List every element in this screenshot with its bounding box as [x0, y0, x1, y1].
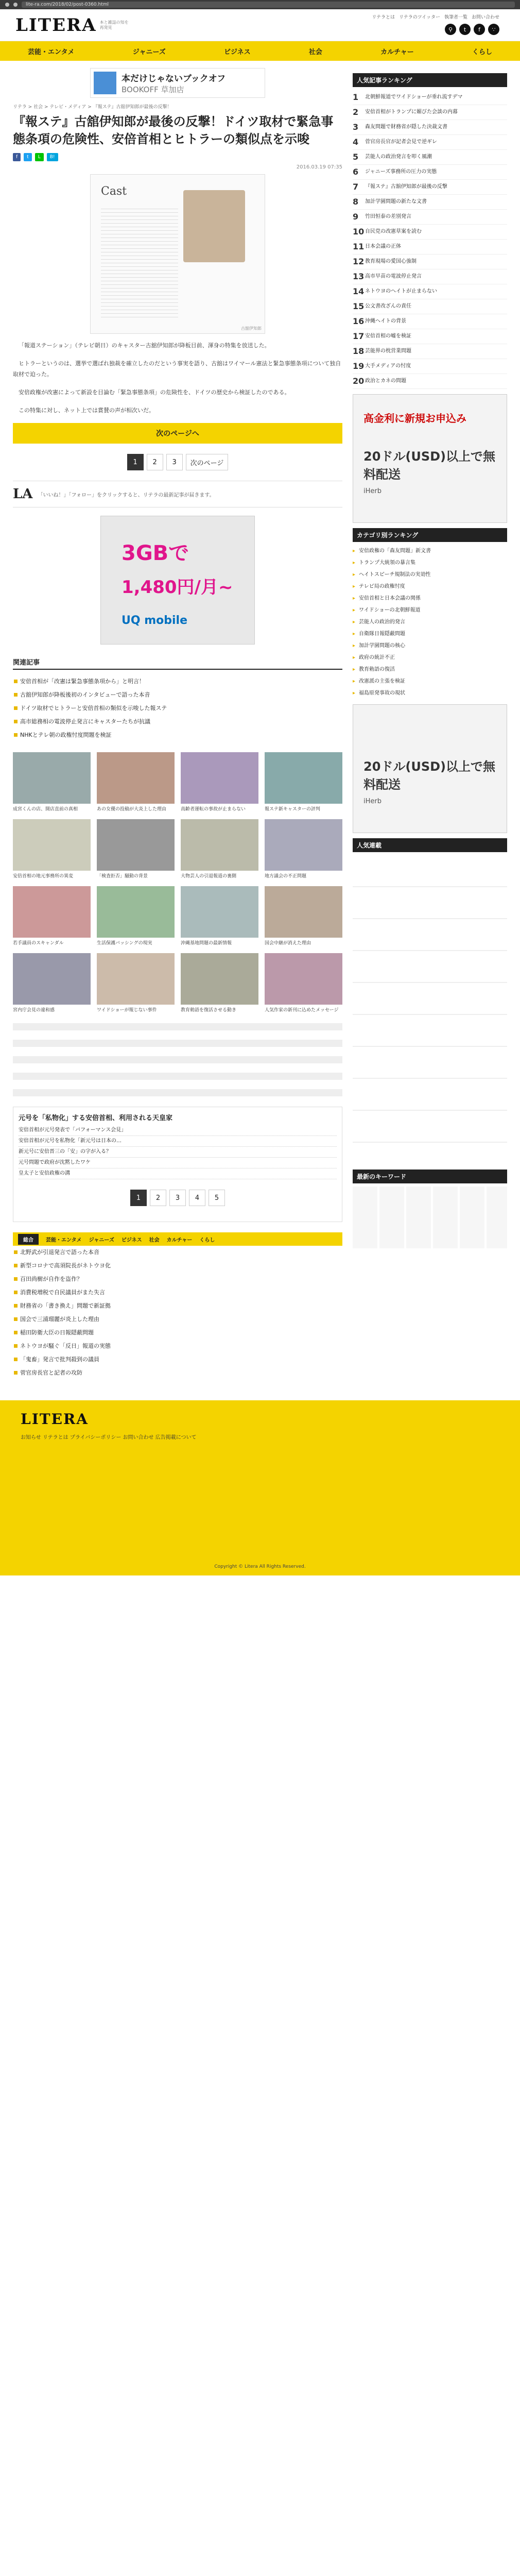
bottom-article-link[interactable]: ネトウヨが騒ぐ「反日」報道の実態 — [13, 1340, 342, 1353]
card-caption: 教育勅語を復活させる動き — [181, 1008, 237, 1013]
bottom-article-link[interactable]: 財務省の「書き換え」問題で新証拠 — [13, 1299, 342, 1313]
grid-card[interactable] — [13, 953, 91, 1014]
grid-card[interactable] — [97, 819, 175, 880]
page-button[interactable]: 4 — [189, 1190, 205, 1206]
card-image — [13, 752, 91, 804]
line-share-button[interactable]: L — [35, 153, 44, 161]
site-logo[interactable]: LITERA — [15, 14, 97, 36]
grid-card[interactable] — [181, 953, 258, 1014]
ranking-item[interactable]: 3 森友問題で財務省が隠した決裁文書 — [353, 120, 507, 135]
grid-card[interactable] — [97, 953, 175, 1014]
hatena-share-button[interactable]: B! — [47, 153, 58, 161]
ranking-item[interactable]: 6 ジャニーズ事務所の圧力の実態 — [353, 165, 507, 180]
facebook-share-button[interactable]: f — [13, 153, 21, 161]
header-link[interactable]: お問い合わせ — [471, 15, 499, 20]
card-image — [181, 819, 258, 871]
category-ranking-item[interactable]: ▸ トランプ大統領の暴言集 — [353, 557, 507, 569]
ranking-item[interactable]: 1 北朝鮮報道でワイドショーが垂れ流すデマ — [353, 90, 507, 105]
article-title: 『報ステ』古舘伊知郎が最後の反撃！ドイツ取材で緊急事態条項の危険性、安倍首相とヒトラーの類似点を示唆 — [13, 114, 334, 146]
ad-headline: 3GBで — [122, 541, 189, 565]
article-paragraph: 「報道ステーション」（テレビ朝日）のキャスター古舘伊知郎が降板目前、渾身の特集を放送した。 — [19, 342, 270, 349]
ad-subline: BOOKOFF 草加店 — [122, 85, 184, 94]
card-caption: 宮内庁会見の違和感 — [13, 1008, 55, 1013]
card-image — [13, 953, 91, 1005]
related-link[interactable]: 安倍首相が「改憲は緊急事態条項から」と明言！ — [13, 675, 342, 688]
related-link[interactable]: 古舘伊知郎が降板後初のインタビューで語った本音 — [13, 688, 342, 702]
photo-caption: 古舘伊知郎 — [241, 326, 262, 331]
ranking-item[interactable]: 8 加計学園問題の新たな文書 — [353, 195, 507, 210]
ranking-item-title: ネトウヨのヘイトが止まらない — [365, 289, 437, 294]
category-ranking-item[interactable]: ▸ 教育勅語の復活 — [353, 664, 507, 675]
grid-card[interactable] — [97, 886, 175, 947]
card-image — [181, 886, 258, 938]
ranking-item-title: 北朝鮮報道でワイドショーが垂れ流すデマ — [365, 94, 463, 100]
nav-item-life[interactable]: くらし — [472, 48, 492, 56]
related-link[interactable]: 高市総務相の電波停止発言にキャスターたちが抗議 — [13, 715, 342, 728]
card-image — [181, 752, 258, 804]
card-image — [97, 752, 175, 804]
card-image — [265, 752, 342, 804]
ad-brand: iHerb — [363, 798, 382, 805]
card-image — [265, 886, 342, 938]
bottom-article-link[interactable]: 北野武が引退発言で語った本音 — [13, 1246, 342, 1259]
rss-icon[interactable]: ∵ — [488, 24, 499, 35]
twitter-share-button[interactable]: t — [24, 153, 32, 161]
ranking-item-title: 日本会議の正体 — [365, 244, 401, 249]
photo-text-block — [101, 206, 178, 319]
card-caption: 国会中継が消えた理由 — [265, 941, 311, 946]
article-paragraph: 安倍政権が改憲によって新設を目論む「緊急事態条項」の危険性を、ドイツの歴史から検証したのである。 — [19, 389, 290, 396]
tab-business[interactable]: ビジネス — [121, 1237, 142, 1243]
next-page-button[interactable]: 次のページへ — [13, 423, 342, 444]
main-column — [13, 68, 342, 1380]
ranking-item-title: 政治とカネの問題 — [365, 378, 406, 384]
footer-links[interactable]: お知らせ リテラとは プライバシーポリシー お問い合わせ 広告掲載について — [21, 1435, 197, 1440]
ranking-item[interactable]: 7 『報ステ』古舘伊知郎が最後の反撃 — [353, 180, 507, 195]
card-caption: ワイドショーが報じない事件 — [97, 1008, 157, 1013]
header-link[interactable]: リテラのツイッター — [398, 15, 440, 20]
keyword-cloud[interactable] — [353, 1187, 507, 1248]
facebook-icon[interactable]: f — [474, 24, 485, 35]
window-dot[interactable] — [13, 3, 18, 7]
tab-entertainment[interactable]: 芸能・エンタメ — [46, 1237, 82, 1243]
ranking-item-title: 教育現場の愛国心強制 — [365, 259, 417, 264]
category-ranking-heading: カテゴリ別ランキング — [353, 528, 507, 542]
ad-brand: iHerb — [363, 487, 382, 495]
page-button[interactable]: 2 — [150, 1190, 166, 1206]
tab-all[interactable]: 総合 — [18, 1234, 39, 1245]
social-icons — [445, 24, 499, 35]
nav-item-johnnys[interactable]: ジャニーズ — [132, 48, 166, 56]
next-page-link[interactable]: 次のページ — [186, 454, 229, 470]
portrait-image — [183, 190, 245, 262]
placeholder-bar — [13, 1023, 342, 1030]
follow-logo: LA — [13, 486, 33, 502]
ranking-item[interactable]: 20 政治とカネの問題 — [353, 374, 507, 389]
card-image — [265, 953, 342, 1005]
card-image — [97, 953, 175, 1005]
grid-card[interactable] — [265, 953, 342, 1014]
feature-link[interactable]: 安倍首相が元号発表で「パフォーマンス会見」 — [19, 1125, 337, 1136]
ranking-item-title: 竹田恒泰の差別発言 — [365, 214, 411, 219]
grid-card[interactable] — [181, 752, 258, 813]
ranking-item[interactable]: 14 ネトウヨのヘイトが止まらない — [353, 284, 507, 299]
category-ranking-item[interactable]: ▸ 安倍政権の「森友問題」新文書 — [353, 545, 507, 557]
card-caption: 地方議会の不正問題 — [265, 874, 307, 879]
ranking-item-title: 沖縄ヘイトの背景 — [365, 318, 406, 324]
bottom-article-link[interactable]: 百田尚樹が自作を盗作？ — [13, 1273, 342, 1286]
article-date: 2016.03.19 07:35 — [296, 164, 342, 170]
feature-link[interactable]: 元号問題で政府が沈黙したワケ — [19, 1158, 337, 1168]
series-heading: 人気連載 — [353, 838, 507, 852]
photo-grid — [13, 752, 342, 1014]
card-caption: 高齢者運転の事故が止まらない — [181, 807, 246, 812]
ad-image — [94, 72, 116, 94]
ranking-list — [353, 90, 507, 389]
photo-title: Cast — [101, 185, 127, 198]
feature-box — [13, 1107, 342, 1222]
ranking-item-title: 芸能界の枕営業問題 — [365, 348, 411, 354]
card-image — [97, 819, 175, 871]
bottom-article-link[interactable]: 新型コロナで高須院長がネトウヨ化 — [13, 1259, 342, 1273]
ranking-item[interactable]: 2 安倍首相がトランプに媚びた会談の内幕 — [353, 105, 507, 120]
grid-card[interactable] — [97, 752, 175, 813]
top-ad-banner[interactable] — [90, 68, 265, 98]
bottom-article-link[interactable]: 国会で三浦瑠麗が炎上した理由 — [13, 1313, 342, 1326]
tab-life[interactable]: くらし — [199, 1237, 215, 1243]
placeholder-bar — [13, 1089, 342, 1096]
category-ranking-item[interactable]: ▸ ワイドショーの北朝鮮報道 — [353, 604, 507, 616]
ad-offer: 20ドル(USD)以上で無料配送 — [363, 449, 496, 482]
header-link[interactable]: 執筆者一覧 — [444, 15, 467, 20]
global-nav — [0, 41, 520, 61]
page-2-button[interactable]: 2 — [147, 454, 163, 470]
copyright: Copyright © Litera All Rights Reserved. — [214, 1564, 306, 1569]
page-3-button[interactable]: 3 — [166, 454, 183, 470]
placeholder-bar — [13, 1040, 342, 1047]
ranking-item-title: 公文書改ざんの責任 — [365, 303, 411, 309]
ad-brand: UQ mobile — [122, 614, 188, 627]
nav-item-society[interactable]: 社会 — [308, 48, 322, 56]
card-caption: 若手議員のスキャンダル — [13, 941, 64, 946]
grid-card[interactable] — [13, 752, 91, 813]
card-caption: あの女優の投稿が大炎上した理由 — [97, 807, 167, 812]
card-caption: 沖縄基地問題の最新情報 — [181, 941, 232, 946]
nav-item-entertainment[interactable]: 芸能・エンタメ — [28, 48, 75, 56]
ranking-item-title: 『報ステ』古舘伊知郎が最後の反撃 — [365, 184, 447, 190]
feature-heading: 元号を「私物化」する安倍首相、利用される天皇家 — [19, 1114, 173, 1122]
category-ranking-item[interactable]: ▸ 加計学園問題の核心 — [353, 640, 507, 652]
ranking-item[interactable]: 16 沖縄ヘイトの背景 — [353, 314, 507, 329]
ranking-item[interactable]: 5 芸能人の政治発言を叩く風潮 — [353, 150, 507, 165]
ranking-heading: 人気記事ランキング — [353, 73, 507, 87]
grid-card[interactable] — [13, 819, 91, 880]
tab-johnnys[interactable]: ジャニーズ — [89, 1237, 114, 1243]
grid-card[interactable] — [181, 819, 258, 880]
grid-card[interactable] — [265, 819, 342, 880]
ad-price: 1,480円/月~ — [122, 577, 233, 598]
pagination — [13, 454, 342, 470]
follow-box — [13, 481, 342, 507]
related-heading: 関連記事 — [13, 655, 342, 670]
feature-link[interactable]: 皇太子と安倍政権の溝 — [19, 1168, 337, 1179]
feature-link[interactable]: 新元号に安倍晋三の「安」の字が入る？ — [19, 1147, 337, 1158]
article-paragraph: この特集に対し、ネット上では賞賛の声が相次いだ。 — [19, 407, 154, 414]
breadcrumb[interactable]: リテラ > 社会 > テレビ・メディア > 『報ステ』古舘伊知郎が最後の反撃！ — [13, 105, 172, 110]
page-button[interactable]: 1 — [130, 1190, 147, 1206]
browser-bar — [0, 0, 520, 9]
ad-headline: 高金利に新規お申込み — [363, 412, 466, 425]
nav-item-business[interactable]: ビジネス — [224, 48, 251, 56]
ranking-item-title: 自民党の改憲草案を読む — [365, 229, 422, 234]
category-ranking-item[interactable]: ▸ 政府の統計不正 — [353, 652, 507, 664]
footer-logo[interactable]: LITERA — [21, 1411, 89, 1428]
bottom-article-list — [13, 1246, 342, 1380]
feature-link[interactable]: 安倍首相が元号を私物化「新元号は日本の… — [19, 1136, 337, 1147]
ranking-item-title: ジャニーズ事務所の圧力の実態 — [365, 169, 437, 175]
category-ranking-item[interactable]: ▸ 自衛隊日報隠蔽問題 — [353, 628, 507, 640]
follow-text: 「いいね！」「フォロー」をクリックすると、リテラの最新記事が届きます。 — [38, 492, 215, 498]
ranking-item-title: 森友問題で財務省が隠した決裁文書 — [365, 124, 447, 130]
site-header — [0, 9, 520, 41]
bottom-article-link[interactable]: 消費税増税で自民議員がまた失言 — [13, 1286, 342, 1299]
header-link[interactable]: リテラとは — [372, 15, 395, 20]
share-buttons — [13, 153, 342, 161]
bottom-article-link[interactable]: 稲田防衛大臣の日報隠蔽問題 — [13, 1326, 342, 1340]
sidebar-ad[interactable] — [353, 704, 507, 833]
ranking-item[interactable]: 4 菅官房長官が記者会見で逆ギレ — [353, 135, 507, 150]
card-caption: 成宮くんの店、開店直前の真相 — [13, 807, 78, 812]
bottom-article-link[interactable]: 「鬼畜」発言で批判殺到の議員 — [13, 1353, 342, 1366]
card-caption: 安倍首相の地元事務所の異変 — [13, 874, 74, 879]
card-caption: 報ステ新キャスターの評判 — [265, 807, 320, 812]
ad-offer: 20ドル(USD)以上で無料配送 — [363, 759, 496, 792]
card-image — [13, 886, 91, 938]
logo-tagline: 本と雑誌の知を再発見 — [99, 20, 129, 30]
article-photo — [90, 174, 265, 334]
grid-card[interactable] — [265, 752, 342, 813]
category-ranking-item[interactable]: ▸ 芸能人の政治的発言 — [353, 616, 507, 628]
tab-culture[interactable]: カルチャー — [166, 1237, 193, 1243]
category-ranking-list — [353, 545, 507, 699]
header-links — [372, 13, 499, 20]
ranking-item[interactable]: 18 芸能界の枕営業問題 — [353, 344, 507, 359]
ranking-item[interactable]: 9 竹田恒泰の差別発言 — [353, 210, 507, 225]
article-paragraph: ヒトラーというのは、選挙で選ばれ独裁を確立したのだという事実を語り、古舘はワイマール憲法と緊急事態条項について独自取材で迫った。 — [13, 360, 341, 378]
ranking-item[interactable]: 15 公文書改ざんの責任 — [353, 299, 507, 314]
nav-item-culture[interactable]: カルチャー — [380, 48, 414, 56]
page-1-button[interactable]: 1 — [127, 454, 144, 470]
ranking-item-title: 芸能人の政治発言を叩く風潮 — [365, 154, 432, 160]
card-caption: 大物芸人の引退報道の裏側 — [181, 874, 237, 879]
tab-society[interactable]: 社会 — [149, 1237, 160, 1243]
ranking-item[interactable]: 17 安倍首相の嘘を検証 — [353, 329, 507, 344]
ranking-item[interactable]: 10 自民党の改憲草案を読む — [353, 225, 507, 240]
card-image — [97, 886, 175, 938]
card-image — [181, 953, 258, 1005]
category-ranking-item[interactable]: ▸ テレビ局の政権忖度 — [353, 581, 507, 592]
related-link[interactable]: NHKとテレ朝の政権忖度問題を検証 — [13, 728, 342, 742]
search-icon[interactable]: ⚲ — [445, 24, 456, 35]
page-button[interactable]: 5 — [209, 1190, 225, 1206]
ranking-item-title: 大手メディアの忖度 — [365, 363, 411, 369]
sidebar-ad[interactable] — [353, 394, 507, 523]
card-image — [13, 819, 91, 871]
mobile-ad[interactable] — [100, 516, 255, 645]
twitter-icon[interactable]: t — [459, 24, 471, 35]
grid-card[interactable] — [13, 886, 91, 947]
ranking-item[interactable]: 19 大手メディアの忖度 — [353, 359, 507, 374]
grid-card[interactable] — [265, 886, 342, 947]
placeholder-bar — [13, 1056, 342, 1063]
card-caption: 「検査拒否」騒動の背景 — [97, 874, 148, 879]
feature-pagination — [19, 1190, 337, 1206]
address-bar[interactable]: lite-ra.com/2018/02/post-0360.html — [22, 2, 515, 8]
category-tabs — [13, 1232, 342, 1246]
grid-card[interactable] — [181, 886, 258, 947]
category-ranking-item[interactable]: ▸ ヘイトスピーチ規制法の実効性 — [353, 569, 507, 581]
category-ranking-item[interactable]: ▸ 福島原発事故の現状 — [353, 687, 507, 699]
card-image — [265, 819, 342, 871]
ranking-item[interactable]: 11 日本会議の正体 — [353, 240, 507, 255]
related-link[interactable]: ドイツ取材でヒトラーと安倍首相の類似を示唆した報ステ — [13, 702, 342, 715]
page-button[interactable]: 3 — [169, 1190, 186, 1206]
window-dot[interactable] — [5, 3, 9, 7]
ad-headline: 本だけじゃないブックオフ — [122, 74, 226, 84]
category-ranking-item[interactable]: ▸ 改憲派の主張を検証 — [353, 675, 507, 687]
series-list[interactable] — [353, 855, 507, 1164]
card-caption: 人気作家の新刊に込めたメッセージ — [265, 1008, 339, 1013]
sidebar — [353, 68, 507, 1380]
bottom-article-link[interactable]: 菅官房長官と記者の攻防 — [13, 1366, 342, 1380]
ranking-item-title: 加計学園問題の新たな文書 — [365, 199, 427, 205]
site-footer — [0, 1400, 520, 1575]
category-ranking-item[interactable]: ▸ 安倍首相と日本会議の関係 — [353, 592, 507, 604]
ranking-item[interactable]: 13 高市早苗の電波停止発言 — [353, 269, 507, 284]
card-caption: 生活保護バッシングの現実 — [97, 941, 152, 946]
keywords-heading: 最新のキーワード — [353, 1170, 507, 1183]
ranking-item-title: 安倍首相がトランプに媚びた会談の内幕 — [365, 109, 458, 115]
ranking-item[interactable]: 12 教育現場の愛国心強制 — [353, 255, 507, 269]
related-list — [13, 675, 342, 742]
placeholder-bar — [13, 1073, 342, 1080]
ranking-item-title: 高市早苗の電波停止発言 — [365, 274, 422, 279]
ranking-item-title: 菅官房長官が記者会見で逆ギレ — [365, 139, 437, 145]
ranking-item-title: 安倍首相の嘘を検証 — [365, 333, 411, 339]
